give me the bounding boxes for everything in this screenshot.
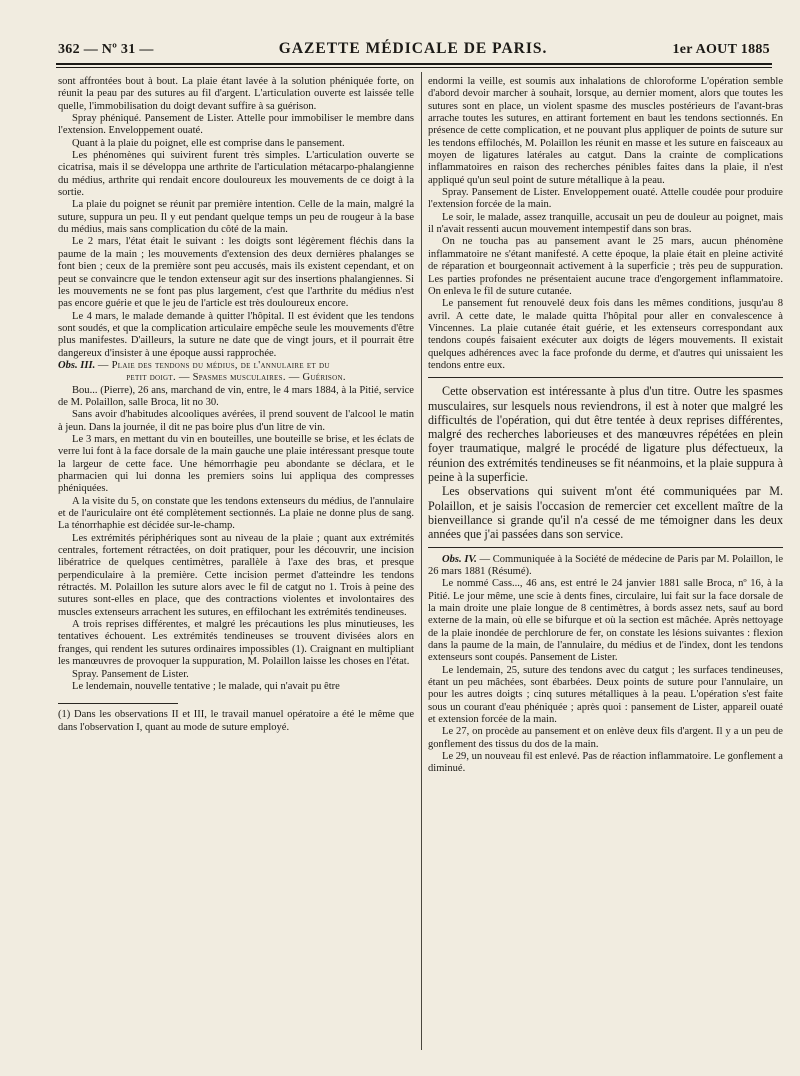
column-divider: [421, 72, 422, 1050]
section-separator: [428, 547, 783, 548]
issue-date: 1er AOUT 1885: [672, 42, 770, 57]
paragraph: Le pansement fut renouvelé deux fois dans les mêmes conditions, jusqu'au 8 avril. A cette date, le malade quitta l'hôpital pour aller en convalescence à Vincennes. La plaie cutanée était guérie, et les extenseurs correspondant aux tendons coupés faisaient exécuter aux doigts de légers mouvements. Il existait quelques adhérences avec la face profonde du derme, et d'autres qui unissaient les tendons entre eux.: [428, 298, 783, 371]
page-number: 362 — Nº 31 —: [58, 42, 154, 57]
observation-4-title: — Communiquée à la Société de médecine de Paris par M. Polaillon, le 26 mars 1881 (Résumé).: [428, 553, 784, 577]
paragraph: Le soir, le malade, assez tranquille, accusait un peu de douleur au poignet, mais il n'avait ressenti aucun mouvement intempestif dans son bras.: [428, 211, 783, 236]
right-column: [428, 76, 783, 776]
paragraph: Bou... (Pierre), 26 ans, marchand de vin, entre, le 4 mars 1884, à la Pitié, service de M. Polaillon, salle Broca, lit no 30.: [58, 384, 414, 408]
paragraph: A trois reprises différentes, et malgré les précautions les plus minutieuses, les tentatives échouent. Les extrémités tendineuses se trouvent divisées alors en franges, qui rendent les sutures ordinaires impossibles (1). Craignant en multipliant les manœuvres de provoquer la suppuration, M. Polaillon laisse les choses en l'état.: [58, 619, 414, 668]
paragraph: Spray. Pansement de Lister. Enveloppement ouaté. Attelle coudée pour produire l'extension forcée de la main.: [428, 187, 783, 211]
paragraph: Les phénomènes qui suivirent furent très simples. L'articulation ouverte se cicatrisa, mais il se développa une arthrite de l'articulation métacarpo-phalangienne du médius, arthrite qui rendait encore douloureux les mouvements de ce doigt à la sortie.: [58, 150, 414, 199]
paragraph: Le 4 mars, le malade demande à quitter l'hôpital. Il est évident que les tendons sont soudés, et que la complication articulaire empêche seule les mouvements d'être plus manifestes. D'ailleurs, la suture ne date que de vingt jours, et il pourrait être dangereux d'insister à une époque aussi rapprochée.: [58, 310, 414, 359]
paragraph: Spray. Pansement de Lister.: [72, 668, 189, 680]
paragraph: endormi la veille, est soumis aux inhalations de chloroforme L'opération semble d'abord devoir marcher à souhait, lorsque, au dernier moment, alors que toutes les sutures sont en place, un violent spasme des muscles postérieurs de l'avant-bras arrache toutes les sutures, en attirant fortement en baut les tendons sectionnés. En présence de cette complication, et ne pouvant plus appliquer de points de suture sur les tendons effilochés, M. Polaillon les réunit en masse et les suture en faisceaux au moyen de ligatures latérales au catgut. Dans la crainte de complications inflammatoires en raison des recherches pénibles faites dans la plaie, il n'est appliqué qu'un seul point de suture métallique à la peau.: [428, 76, 783, 186]
paragraph: Le 2 mars, l'état était le suivant : les doigts sont légèrement fléchis dans la paume de la main ; les mouvements d'extension des deux dernières phalanges se font bien ; ceux de la première sont peu accusés, mais ils existent cependant, et on peut se convaincre que le tendon extenseur agit sur des insertions phalangiennes. Si les mouvements ne se font pas plus largement, c'est que l'arthrite du médius n'est pas encore guérie et que le jeu de l'article est très douloureux encore.: [58, 236, 414, 310]
paragraph: Sans avoir d'habitudes alcooliques avérées, il prend souvent de l'alcool le matin à jeun. Dans la journée, il dit ne pas boire plus d'un litre de vin.: [58, 409, 414, 433]
paragraph: sont affrontées bout à bout. La plaie étant lavée à la solution phéniquée forte, on réunit la peau par des sutures au fil d'argent. L'articulation ouverte est laissée telle quelle, l'immobilisation du doigt devant suffire à sa guérison.: [58, 76, 414, 112]
observation-3-label: Obs. III.: [58, 359, 96, 371]
paragraph: Le 27, on procède au pansement et on enlève deux fils d'argent. Il y a un peu de gonflement des tissus du dos de la main.: [428, 726, 783, 750]
paragraph: Quant à la plaie du poignet, elle est comprise dans le pansement.: [72, 137, 345, 149]
commentary-section: [428, 384, 783, 541]
paragraph: Les observations qui suivent m'ont été communiquées par M. Polaillon, et je saisis l'occasion de remercier cet excellent maître de la bienveillance si grande qu'il n'a cessé de me témoigner dans les deux années que j'ai passées dans son service.: [428, 484, 783, 542]
paragraph: Le 29, un nouveau fil est enlevé. Pas de réaction inflammatoire. Le gonflement a diminué.: [428, 751, 783, 775]
paragraph: On ne toucha pas au pansement avant le 25 mars, aucun phénomène inflammatoire ne s'étant manifesté. A cette époque, la plaie était en pleine activité de réparation et bourgeonnait activement à la superficie ; très peu de suppuration. Les parties profondes ne présentaient aucune trace d'engorgement inflammatoire. On enleva le fil de suture cutanée.: [428, 236, 783, 297]
paragraph: Le 3 mars, en mettant du vin en bouteilles, une bouteille se brise, et les éclats de verre lui font à la face dorsale de la main gauche une plaie intéressant presque toute la largeur de cette face. Une hémorrhagie peu abondante se déclara, et le pharmacien qui lui donna les premiers soins lui appliqua des compresses phéniquées.: [58, 433, 414, 495]
page-header: [58, 40, 770, 62]
section-separator: [428, 377, 783, 378]
publication-title: GAZETTE MÉDICALE DE PARIS.: [278, 40, 548, 57]
paragraph: A la visite du 5, on constate que les tendons extenseurs du médius, de l'annulaire et de l'auriculaire ont été complètement sectionnés. La plaie ne donne plus de sang. La ténorrhaphie est décidée sur-le-champ.: [58, 495, 414, 532]
footnote: [58, 709, 414, 734]
paragraph: Le lendemain, nouvelle tentative ; le malade, qui n'avait pu être: [72, 680, 340, 692]
paragraph: Spray phéniqué. Pansement de Lister. Attelle pour immobiliser le membre dans l'extension. Enveloppement ouaté.: [58, 113, 414, 137]
observation-3-heading: [58, 360, 414, 385]
header-rule: [56, 63, 772, 65]
footnote-text: (1) Dans les observations II et III, le travail manuel opératoire a été le même que dans l'observation I, quant au mode de suture employé.: [58, 709, 414, 733]
paragraph: Le lendemain, 25, suture des tendons avec du catgut ; les surfaces tendineuses, étant un peu mâchées, sont ébarbées. Deux points de suture pour l'annulaire, un pour les autres doigts ; cinq sutures métalliques à la peau. L'opération s'est faite sous un courant d'eau phéniquée ; après quoi : pansement de Lister, appareil ouaté et extension forcée de la main.: [428, 664, 783, 725]
observation-4-heading: [428, 554, 783, 579]
left-column: [58, 76, 414, 734]
header-rule-thin: [56, 67, 772, 68]
observation-3-title-line2: petit doigt. — Spasmes musculaires. — Guérison.: [126, 372, 346, 384]
paragraph: La plaie du poignet se réunit par première intention. Celle de la main, malgré la suture, suppura un peu. Il y eut pendant quelque temps un peu de rougeur à la base du médius, mais sans complication du côté de la main.: [58, 199, 414, 236]
observation-4-label: Obs. IV.: [442, 553, 477, 565]
paragraph: Les extrémités périphériques sont au niveau de la plaie ; quant aux extrémités centrales, fortement rétractées, on doit pratiquer, pour les découvrir, une incision libératrice de quelques centimètres, parallèle à l'axe des bras, et presque perpendiculaire à la première. Cette incision permet d'atteindre les tendons rétractés. M. Polaillon les suture alors avec le fil de catgut no 1. Trois à peine des sutures sont-elles en place, que des contractions violentes et involontaires des muscles extenseurs arrachent les sutures, en effilochant les extrémités tendineuses.: [58, 532, 414, 618]
footnote-rule: [58, 703, 178, 704]
paragraph: Le nommé Cass..., 46 ans, est entré le 24 janvier 1881 salle Broca, nº 16, à la Pitié. Le jour même, une scie à dents fines, circulaire, lui fait sur la face dorsale de la main droite une plaie longue de 8 centimètres, à bords assez nets, sauf au bord externe de la main, où elle se bifurque et où la section est mâchée. Après nettoyage de la plaie inondée de perchlorure de fer, on constate les lésions suivantes : flexion dans la paume de la main, de l'annulaire, du médius et de l'index, dont les tendons extenseurs sont coupés. Pansement de Lister.: [428, 578, 783, 664]
paragraph: Cette observation est intéressante à plus d'un titre. Outre les spasmes musculaires, sur lesquels nous reviendrons, il est à noter que malgré les difficultés de l'opération, qui dut être tentée à deux reprises différentes, malgré des recherches laborieuses et des manœuvres répétées en plein foyer traumatique, malgré le procédé de ligature plus défectueux, la réunion des extrémités tendineuses se fit néanmoins, et la plaie suppura à peine à la superficie.: [428, 384, 783, 485]
observation-3-title-line1: — Plaie des tendons du médius, de l'annulaire et du: [97, 359, 330, 371]
